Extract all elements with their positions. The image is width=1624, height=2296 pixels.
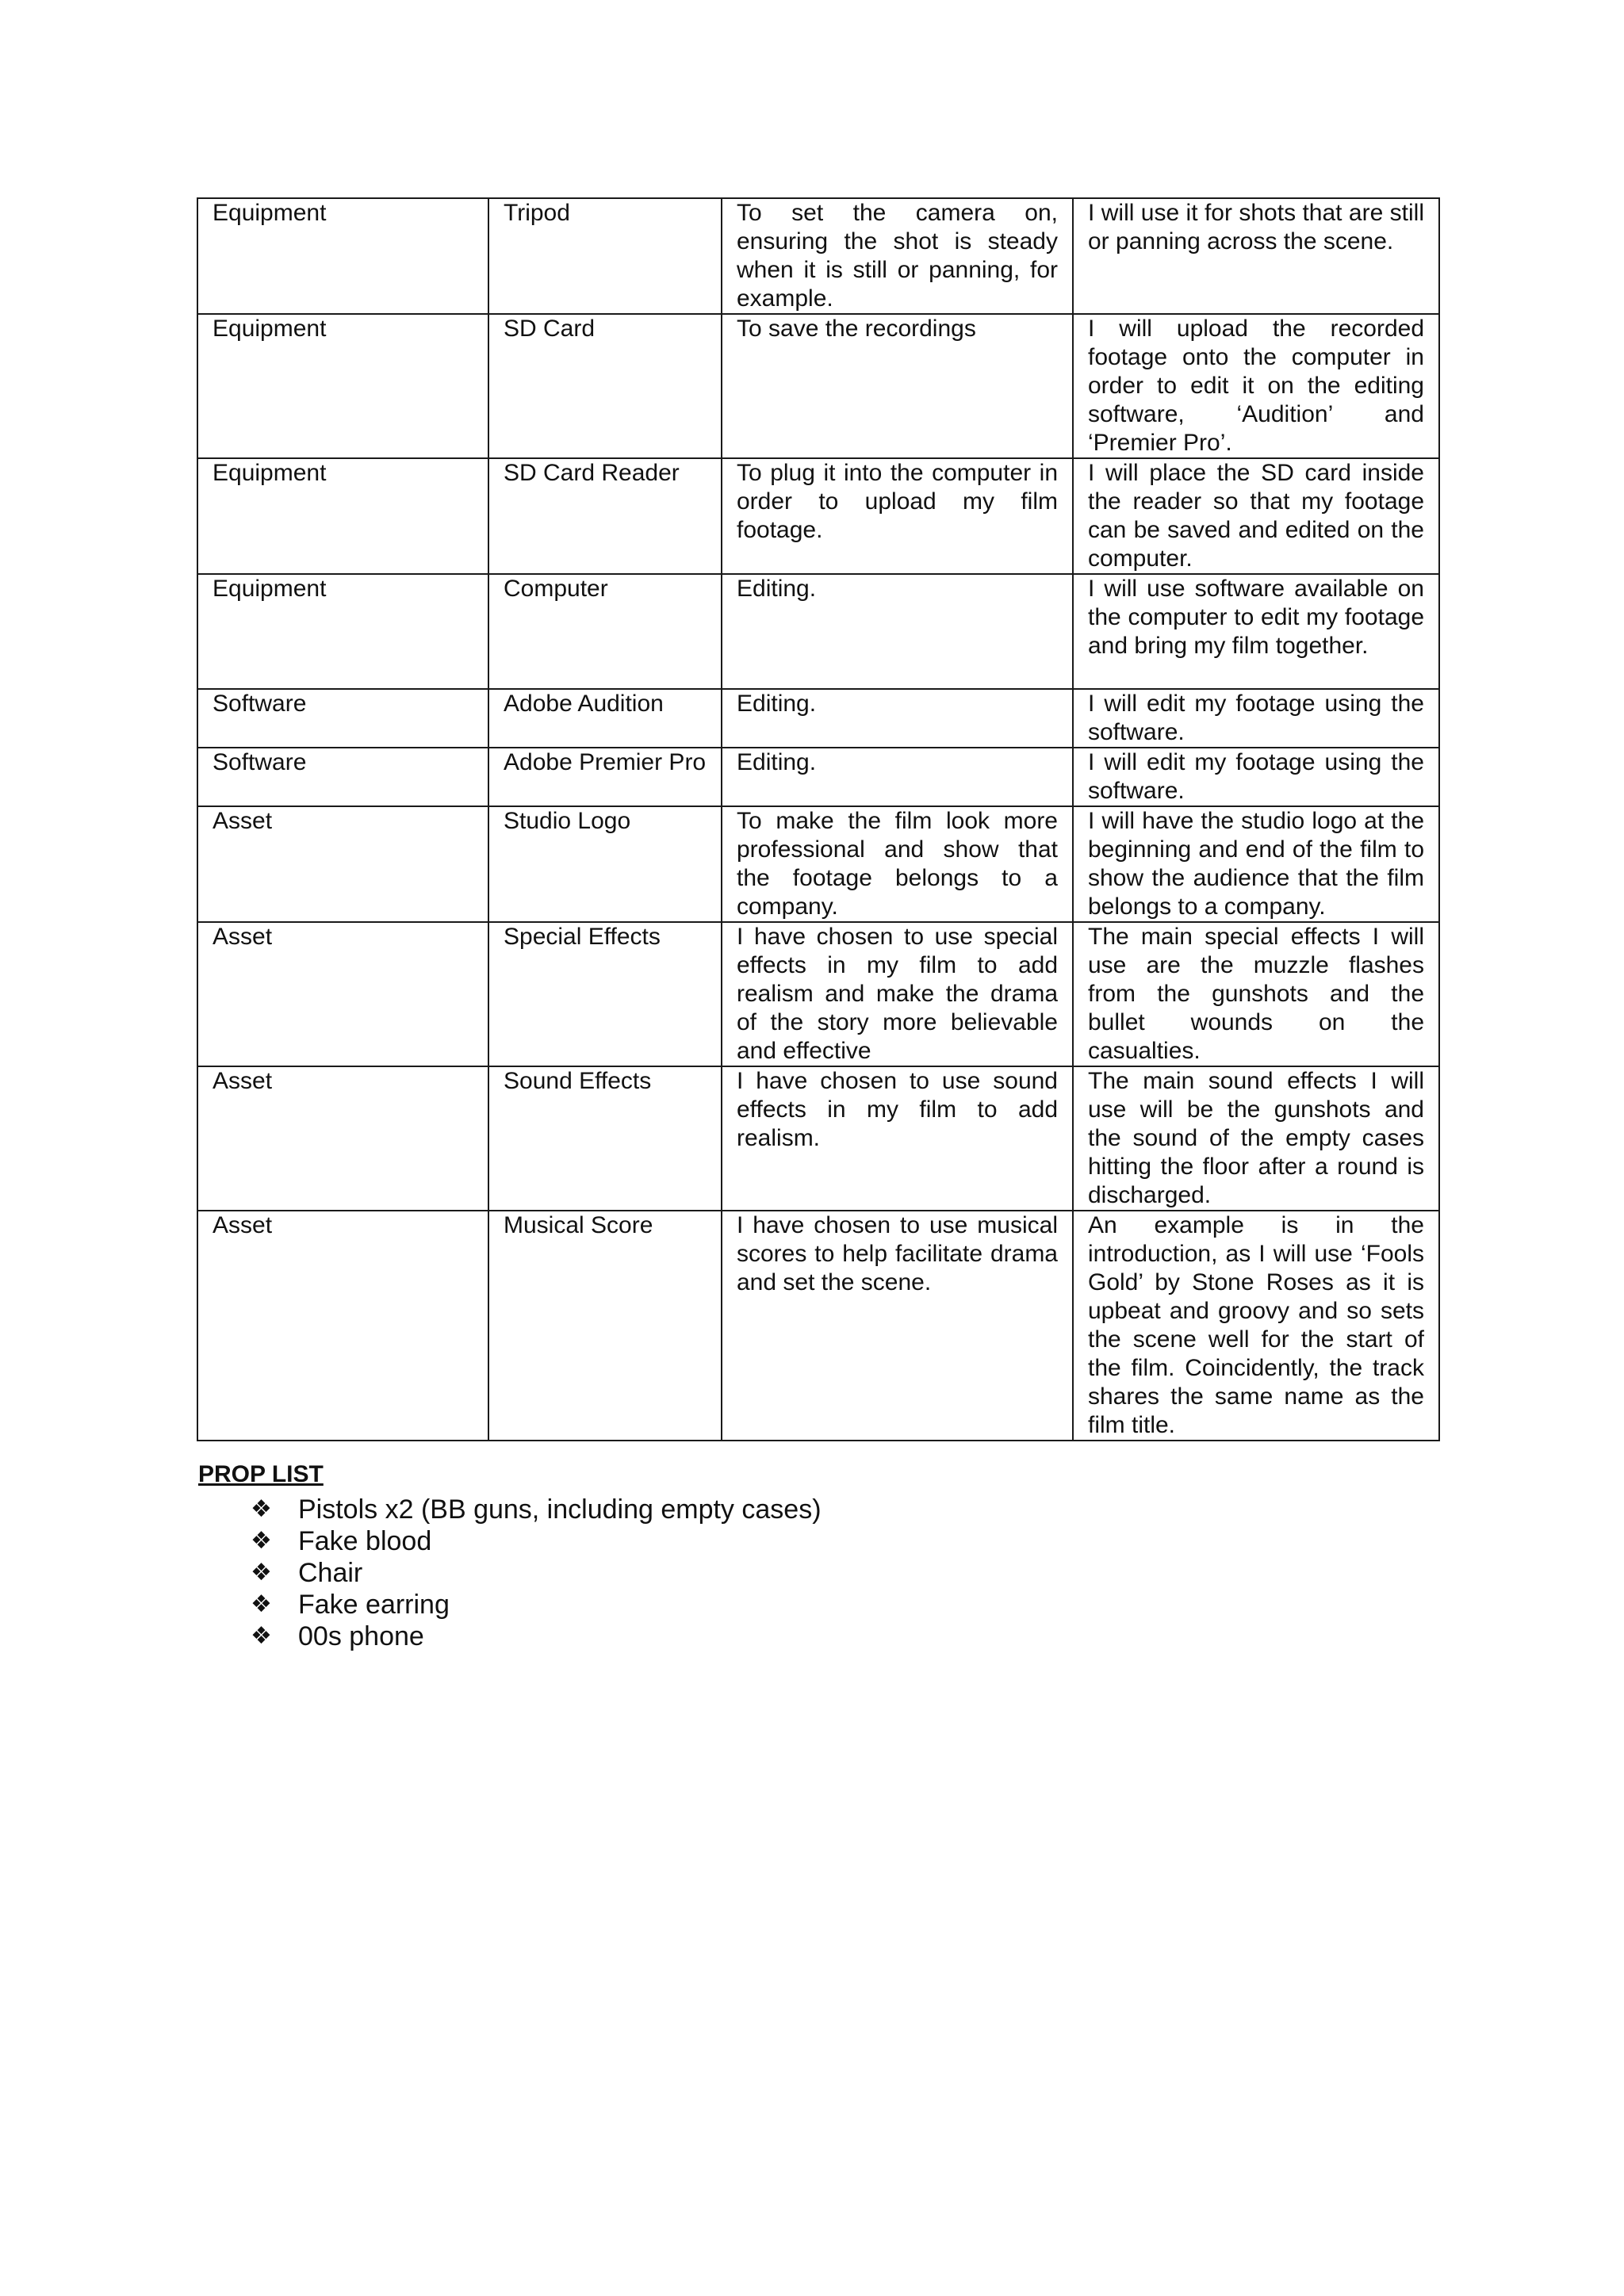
table-row (197, 198, 1439, 314)
purpose-cell: Editing. (722, 689, 1073, 748)
item-cell: Adobe Audition (488, 689, 722, 748)
use-cell: I will upload the recorded footage onto the computer in order to edit it on the editing software, ‘Audition’ and ‘Premier Pro’. (1073, 314, 1439, 458)
use-cell: The main special effects I will use are the muzzle flashes from the gunshots and the bullet wounds on the casualties. (1073, 922, 1439, 1066)
use-cell: I will place the SD card inside the reader so that my footage can be saved and edited on the computer. (1073, 458, 1439, 574)
purpose-cell: I have chosen to use sound effects in my film to add realism. (722, 1066, 1073, 1211)
purpose-cell: Editing. (722, 574, 1073, 689)
type-cell: Asset (197, 1211, 488, 1441)
purpose-cell: To make the film look more professional and show that the footage belongs to a company. (722, 806, 1073, 922)
prop-list-heading: PROP LIST (198, 1461, 324, 1487)
use-cell: I will edit my footage using the software. (1073, 689, 1439, 748)
diamond-bullet-icon: ❖ (251, 1590, 272, 1618)
diamond-bullet-icon: ❖ (251, 1495, 272, 1523)
table-row (197, 806, 1439, 922)
item-cell: Special Effects (488, 922, 722, 1066)
resources-table (197, 197, 1440, 1441)
type-cell: Software (197, 689, 488, 748)
prop-list (198, 1494, 1388, 1652)
item-cell: SD Card Reader (488, 458, 722, 574)
item-cell: Sound Effects (488, 1066, 722, 1211)
type-cell: Equipment (197, 574, 488, 689)
use-cell: I will use software available on the computer to edit my footage and bring my film together. (1073, 574, 1439, 689)
type-cell: Equipment (197, 458, 488, 574)
use-cell: An example is in the introduction, as I will use ‘Fools Gold’ by Stone Roses as it is upbeat and groovy and so sets the scene well for the start of the film. Coincidently, the track shares the same name as the film title. (1073, 1211, 1439, 1441)
diamond-bullet-icon: ❖ (251, 1622, 272, 1650)
list-item (251, 1557, 1388, 1589)
prop-list-section (198, 1459, 1388, 1652)
item-cell: Computer (488, 574, 722, 689)
diamond-bullet-icon: ❖ (251, 1559, 272, 1586)
use-cell: I will use it for shots that are still or panning across the scene. (1073, 198, 1439, 314)
list-item-text: Fake blood (298, 1526, 432, 1556)
purpose-cell: Editing. (722, 748, 1073, 806)
purpose-cell: To save the recordings (722, 314, 1073, 458)
type-cell: Asset (197, 922, 488, 1066)
item-cell: Tripod (488, 198, 722, 314)
table-row (197, 1066, 1439, 1211)
item-cell: SD Card (488, 314, 722, 458)
item-cell: Musical Score (488, 1211, 722, 1441)
table-row (197, 458, 1439, 574)
use-cell: I will edit my footage using the software. (1073, 748, 1439, 806)
type-cell: Asset (197, 806, 488, 922)
type-cell: Equipment (197, 198, 488, 314)
table-row (197, 689, 1439, 748)
type-cell: Asset (197, 1066, 488, 1211)
table-row (197, 748, 1439, 806)
use-cell: I will have the studio logo at the beginning and end of the film to show the audience that the film belongs to a company. (1073, 806, 1439, 922)
use-cell: The main sound effects I will use will be the gunshots and the sound of the empty cases hitting the floor after a round is discharged. (1073, 1066, 1439, 1211)
type-cell: Software (197, 748, 488, 806)
table-row (197, 574, 1439, 689)
table-row (197, 1211, 1439, 1441)
purpose-cell: I have chosen to use special effects in my film to add realism and make the drama of the story more believable and effective (722, 922, 1073, 1066)
list-item (251, 1621, 1388, 1652)
diamond-bullet-icon: ❖ (251, 1527, 272, 1555)
list-item-text: Pistols x2 (BB guns, including empty cases) (298, 1494, 822, 1525)
list-item-text: Fake earring (298, 1590, 450, 1620)
list-item (251, 1589, 1388, 1621)
list-item (251, 1494, 1388, 1525)
purpose-cell: I have chosen to use musical scores to help facilitate drama and set the scene. (722, 1211, 1073, 1441)
table-row (197, 922, 1439, 1066)
type-cell: Equipment (197, 314, 488, 458)
item-cell: Adobe Premier Pro (488, 748, 722, 806)
purpose-cell: To set the camera on, ensuring the shot is steady when it is still or panning, for example. (722, 198, 1073, 314)
list-item-text: Chair (298, 1558, 363, 1588)
table-row (197, 314, 1439, 458)
item-cell: Studio Logo (488, 806, 722, 922)
purpose-cell: To plug it into the computer in order to upload my film footage. (722, 458, 1073, 574)
list-item (251, 1525, 1388, 1557)
list-item-text: 00s phone (298, 1621, 424, 1651)
